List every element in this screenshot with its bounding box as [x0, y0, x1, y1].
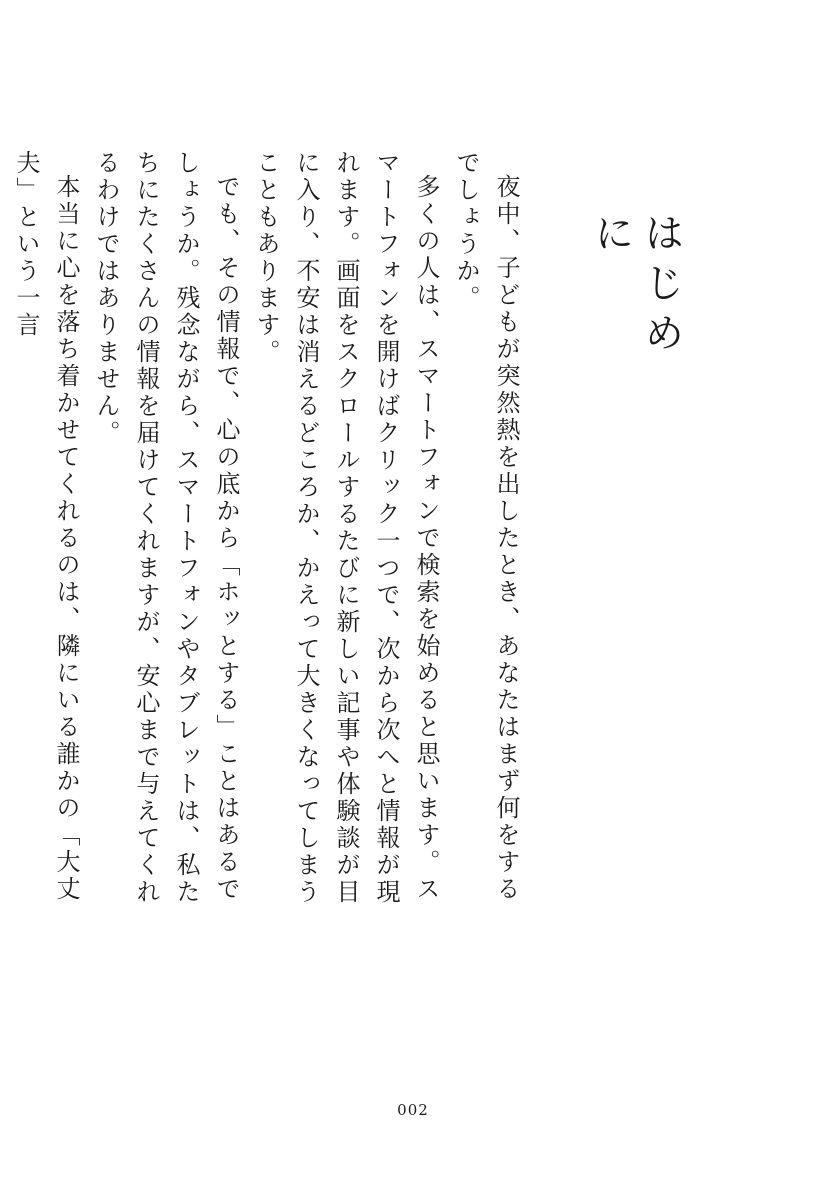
- chapter-title: はじめに: [588, 212, 684, 362]
- paragraph: 夜中、子どもが突然熱を出したとき、あなたはまず何をするでしょうか。: [452, 150, 520, 903]
- paragraph: 本当に心を落ち着かせてくれるのは、隣にいる誰かの「大丈夫」という一言: [12, 150, 80, 903]
- paragraph: 多くの人は、スマートフォンで検索を始めると思います。スマートフォンを開けばクリック一つで、次から次へと情報が現れます。画面をスクロールするたびに新しい記事や体験談が目に入り、不安は消えるどころか、かえって大きくなってしまうこともあります。: [252, 150, 440, 906]
- paragraph: でも、その情報で、心の底から「ホッとする」ことはあるでしょうか。残念ながら、スマートフォンやタブレットは、私たちにたくさんの情報を届けてくれますが、安心まで与えてくれるわけではありません。: [92, 150, 240, 906]
- page-number: 002: [397, 1101, 429, 1119]
- body-text: [6, 150, 526, 910]
